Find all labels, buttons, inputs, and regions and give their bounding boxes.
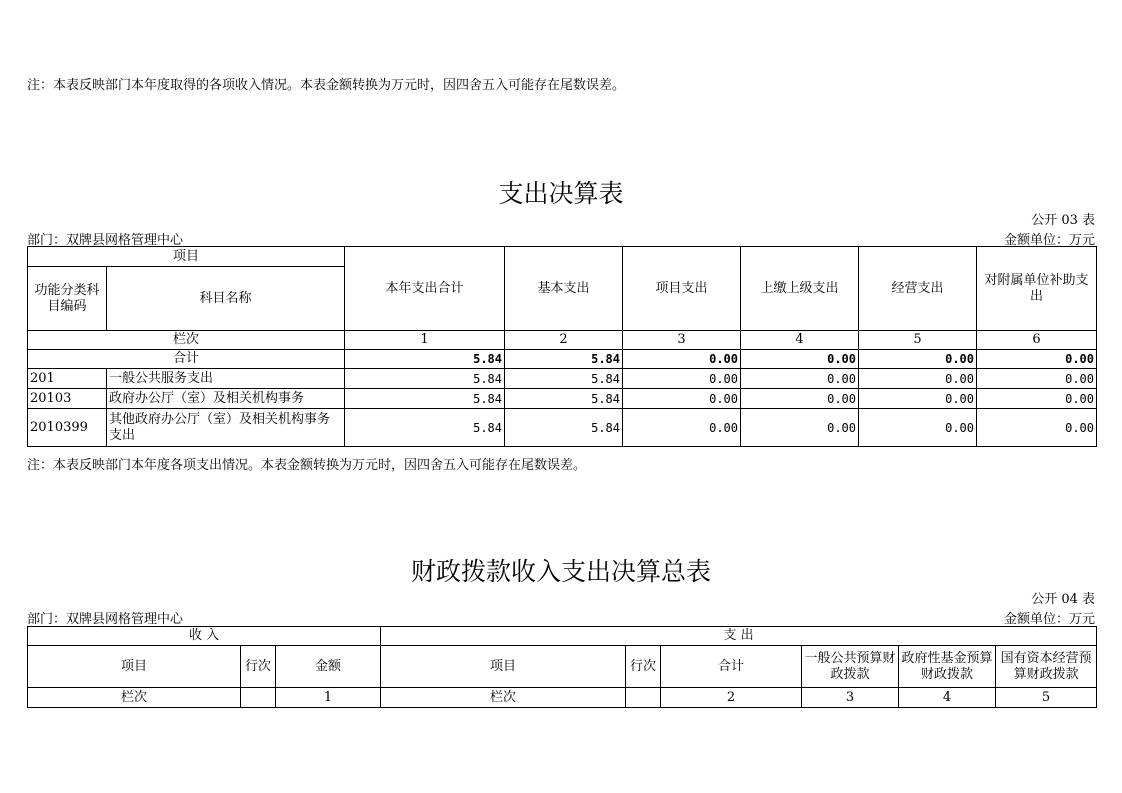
row-value: 5.84 xyxy=(505,409,623,447)
table-row xyxy=(28,409,1097,447)
row-value: 0.00 xyxy=(741,409,859,447)
row-value: 0.00 xyxy=(623,389,741,409)
header-col-project: 项目支出 xyxy=(623,247,741,331)
col-general-budget: 一般公共预算财政拨款 xyxy=(802,646,899,688)
col-num: 6 xyxy=(977,331,1097,350)
col-num: 1 xyxy=(276,688,381,708)
col-num: 2 xyxy=(661,688,802,708)
col-state-capital: 国有资本经营预算财政拨款 xyxy=(996,646,1097,688)
col-exp-row-no: 行次 xyxy=(626,646,661,688)
row-value: 0.00 xyxy=(741,389,859,409)
col-gov-fund: 政府性基金预算财政拨款 xyxy=(899,646,996,688)
col-num: 4 xyxy=(899,688,996,708)
col-num: 1 xyxy=(345,331,505,350)
row-value: 5.84 xyxy=(505,369,623,389)
table3-unit: 金额单位：万元 xyxy=(1003,233,1095,248)
table4-title: 财政拨款收入支出决算总表 xyxy=(410,557,711,586)
total-cell: 0.00 xyxy=(623,350,741,369)
row-value: 0.00 xyxy=(623,369,741,389)
row-value: 5.84 xyxy=(345,369,505,389)
total-cell: 0.00 xyxy=(859,350,977,369)
expense-header: 支 出 xyxy=(381,627,1097,646)
row-value: 5.84 xyxy=(345,409,505,447)
total-cell: 0.00 xyxy=(741,350,859,369)
row-value: 0.00 xyxy=(623,409,741,447)
row-code: 201 xyxy=(28,369,107,389)
row-value: 0.00 xyxy=(977,409,1097,447)
fiscal-summary-table xyxy=(27,626,1097,708)
empty-cell xyxy=(626,688,661,708)
empty-cell xyxy=(241,688,276,708)
table-row xyxy=(28,389,1097,409)
table4-unit: 金额单位：万元 xyxy=(1003,612,1095,627)
col-row-label: 栏次 xyxy=(28,688,241,708)
row-name: 政府办公厅（室）及相关机构事务 xyxy=(107,389,345,409)
header-col-subsidy: 对附属单位补助支出 xyxy=(977,247,1097,331)
col-num: 2 xyxy=(505,331,623,350)
table4-department: 部门：双牌县网格管理中心 xyxy=(27,612,184,627)
row-value: 5.84 xyxy=(345,389,505,409)
col-item: 项目 xyxy=(28,646,241,688)
total-cell: 5.84 xyxy=(505,350,623,369)
col-row-label: 栏次 xyxy=(28,331,345,350)
row-value: 0.00 xyxy=(859,409,977,447)
table4-code: 公开 04 表 xyxy=(1031,592,1095,607)
col-exp-item: 项目 xyxy=(381,646,626,688)
row-name: 一般公共服务支出 xyxy=(107,369,345,389)
table3-title: 支出决算表 xyxy=(498,179,624,208)
col-num: 3 xyxy=(802,688,899,708)
col-amount: 金额 xyxy=(276,646,381,688)
row-value: 5.84 xyxy=(505,389,623,409)
col-num: 4 xyxy=(741,331,859,350)
total-row-label: 合计 xyxy=(28,350,345,369)
expenditure-table xyxy=(27,246,1097,447)
total-cell: 0.00 xyxy=(977,350,1097,369)
row-code: 20103 xyxy=(28,389,107,409)
row-value: 0.00 xyxy=(859,369,977,389)
row-value: 0.00 xyxy=(977,389,1097,409)
income-header: 收 入 xyxy=(28,627,381,646)
row-code: 2010399 xyxy=(28,409,107,447)
col-num: 5 xyxy=(996,688,1097,708)
col-row-label: 栏次 xyxy=(381,688,626,708)
header-func-code: 功能分类科目编码 xyxy=(28,267,107,331)
col-num: 5 xyxy=(859,331,977,350)
header-col-basic: 基本支出 xyxy=(505,247,623,331)
col-total: 合计 xyxy=(661,646,802,688)
row-value: 0.00 xyxy=(741,369,859,389)
header-col-remit: 上缴上级支出 xyxy=(741,247,859,331)
header-col-total: 本年支出合计 xyxy=(345,247,505,331)
top-note: 注：本表反映部门本年度取得的各项收入情况。本表金额转换为万元时，因四舍五入可能存在尾数误差。 xyxy=(27,78,626,93)
table3-department: 部门：双牌县网格管理中心 xyxy=(27,233,184,248)
col-num: 3 xyxy=(623,331,741,350)
table3-note: 注：本表反映部门本年度各项支出情况。本表金额转换为万元时，因四舍五入可能存在尾数误差。 xyxy=(27,458,587,473)
header-subject-name: 科目名称 xyxy=(107,267,345,331)
total-cell: 5.84 xyxy=(345,350,505,369)
table-row xyxy=(28,369,1097,389)
header-item: 项目 xyxy=(28,247,345,267)
row-name: 其他政府办公厅（室）及相关机构事务支出 xyxy=(107,409,345,447)
col-row-no: 行次 xyxy=(241,646,276,688)
row-value: 0.00 xyxy=(859,389,977,409)
table3-code: 公开 03 表 xyxy=(1031,213,1095,228)
header-col-operating: 经营支出 xyxy=(859,247,977,331)
row-value: 0.00 xyxy=(977,369,1097,389)
